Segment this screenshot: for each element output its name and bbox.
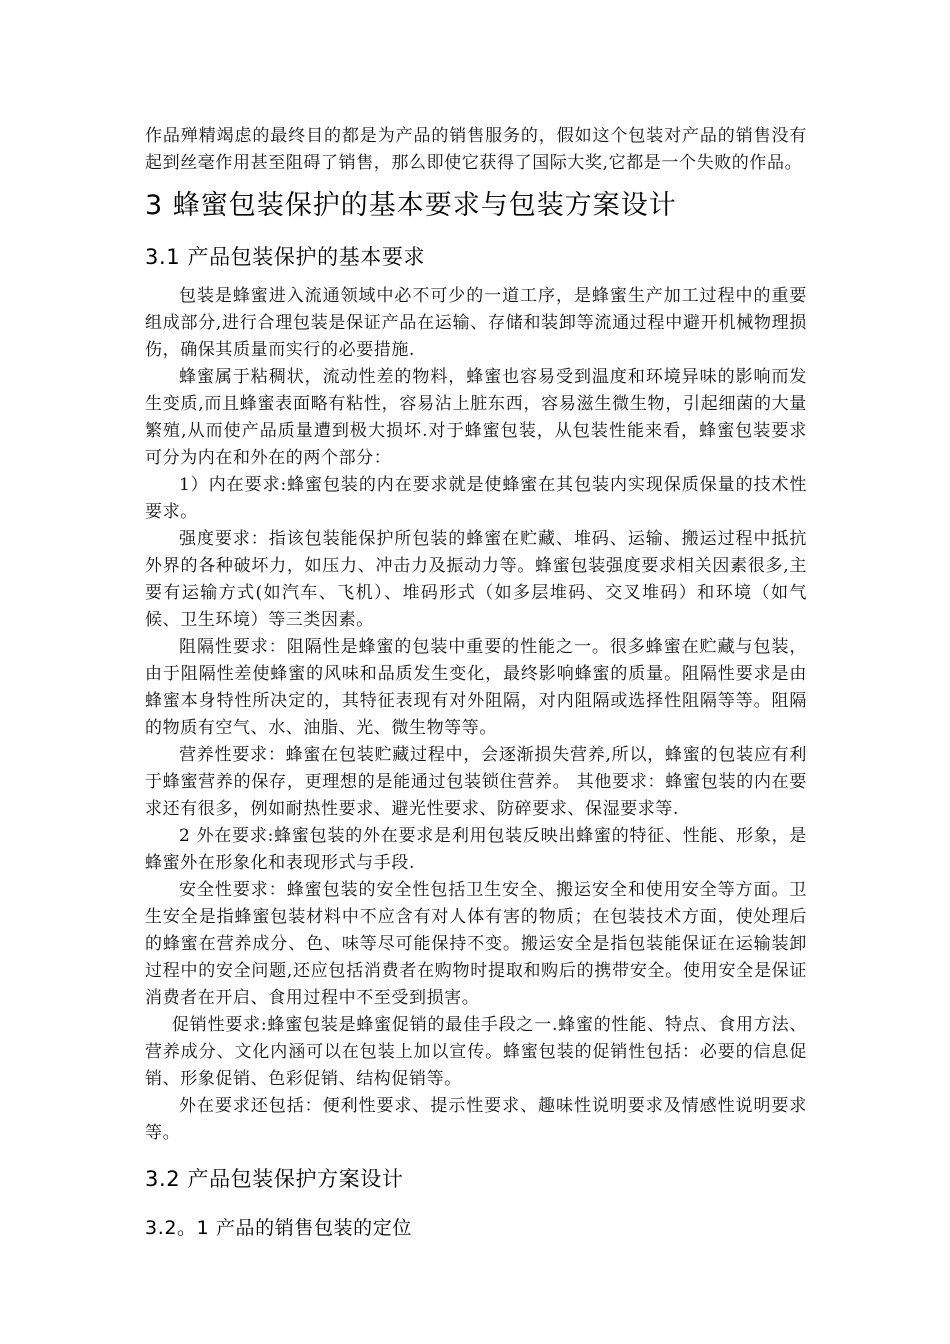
section-title-3-2: 3.2 产品包装保护方案设计	[145, 1167, 404, 1191]
body-paragraph: 外在要求还包括：便利性要求、提示性要求、趣味性说明要求及情感性说明要求等。	[145, 1096, 807, 1143]
body-paragraph: 促销性要求:蜂蜜包装是蜂蜜促销的最佳手段之一.蜂蜜的性能、特点、食用方法、营养成分、文化内涵可以在包装上加以宣传。蜂蜜包装的促销性包括：必要的信息促销、形象促销、色彩促销、结构促销等。	[145, 1015, 807, 1089]
body-paragraph: 2 外在要求:蜂蜜包装的外在要求是利用包装反映出蜂蜜的特征、性能、形象，是蜂蜜外在形象化和表现形式与手段.	[145, 826, 807, 873]
document-body	[145, 123, 807, 1243]
body-paragraph: 强度要求：指该包装能保护所包装的蜂蜜在贮藏、堆码、运输、搬运过程中抵抗外界的各种破坏力，如压力、冲击力及振动力等。蜂蜜包装强度要求相关因素很多,主要有运输方式(如汽车、飞机）、堆码形式（如多层堆码、交叉堆码）和环境（如气候、卫生环境）等三类因素。	[145, 529, 807, 630]
intro-paragraph: 作品殚精竭虑的最终目的都是为产品的销售服务的，假如这个包装对产品的销售没有起到丝毫作用甚至阻碍了销售，那么即使它获得了国际大奖,它都是一个失败的作品。	[145, 126, 807, 173]
body-paragraph: 1）内在要求:蜂蜜包装的内在要求就是使蜂蜜在其包装内实现保质保量的技术性要求。	[145, 475, 807, 522]
section-title-3-1: 3.1 产品包装保护的基本要求	[145, 245, 426, 269]
body-paragraph: 安全性要求：蜂蜜包装的安全性包括卫生安全、搬运安全和使用安全等方面。卫生安全是指蜂蜜包装材料中不应含有对人体有害的物质；在包装技术方面，使处理后的蜂蜜在营养成分、色、味等尽可能保持不变。搬运安全是指包装能保证在运输装卸过程中的安全问题,还应包括消费者在购物时提取和购后的携带安全。使用安全是保证消费者在开启、食用过程中不至受到损害。	[145, 880, 807, 1008]
body-paragraph: 包装是蜂蜜进入流通领域中必不可少的一道工序，是蜂蜜生产加工过程中的重要组成部分,进行合理包装是保证产品在运输、存储和装卸等流通过程中避开机械物理损伤，确保其质量而实行的必要措施.	[145, 286, 807, 360]
body-paragraph: 营养性要求：蜂蜜在包装贮藏过程中，会逐渐损失营养,所以，蜂蜜的包装应有利于蜂蜜营养的保存，更理想的是能通过包装锁住营养。 其他要求：蜂蜜包装的内在要求还有很多，例如耐热性要求、避光性要求、防碎要求、保湿要求等.	[145, 745, 807, 819]
chapter-title: 3 蜂蜜包装保护的基本要求与包装方案设计	[145, 190, 677, 221]
body-paragraph: 阻隔性要求：阻隔性是蜂蜜的包装中重要的性能之一。很多蜂蜜在贮藏与包装，由于阻隔性差使蜂蜜的风味和品质发生变化，最终影响蜂蜜的质量。阻隔性要求是由蜂蜜本身特性所决定的，其特征表现有对外阻隔，对内阻隔或选择性阻隔等等。阻隔的物质有空气、水、油脂、光、微生物等等。	[145, 637, 807, 738]
body-paragraph: 蜂蜜属于粘稠状，流动性差的物料，蜂蜜也容易受到温度和环境异味的影响而发生变质,而且蜂蜜表面略有粘性，容易沾上脏东西，容易滋生微生物，引起细菌的大量繁殖,从而使产品质量遭到极大损坏.对于蜂蜜包装，从包装性能来看，蜂蜜包装要求可分为内在和外在的两个部分：	[145, 367, 807, 468]
subsection-title-3-2-1: 3.2。1 产品的销售包装的定位	[145, 1217, 412, 1239]
